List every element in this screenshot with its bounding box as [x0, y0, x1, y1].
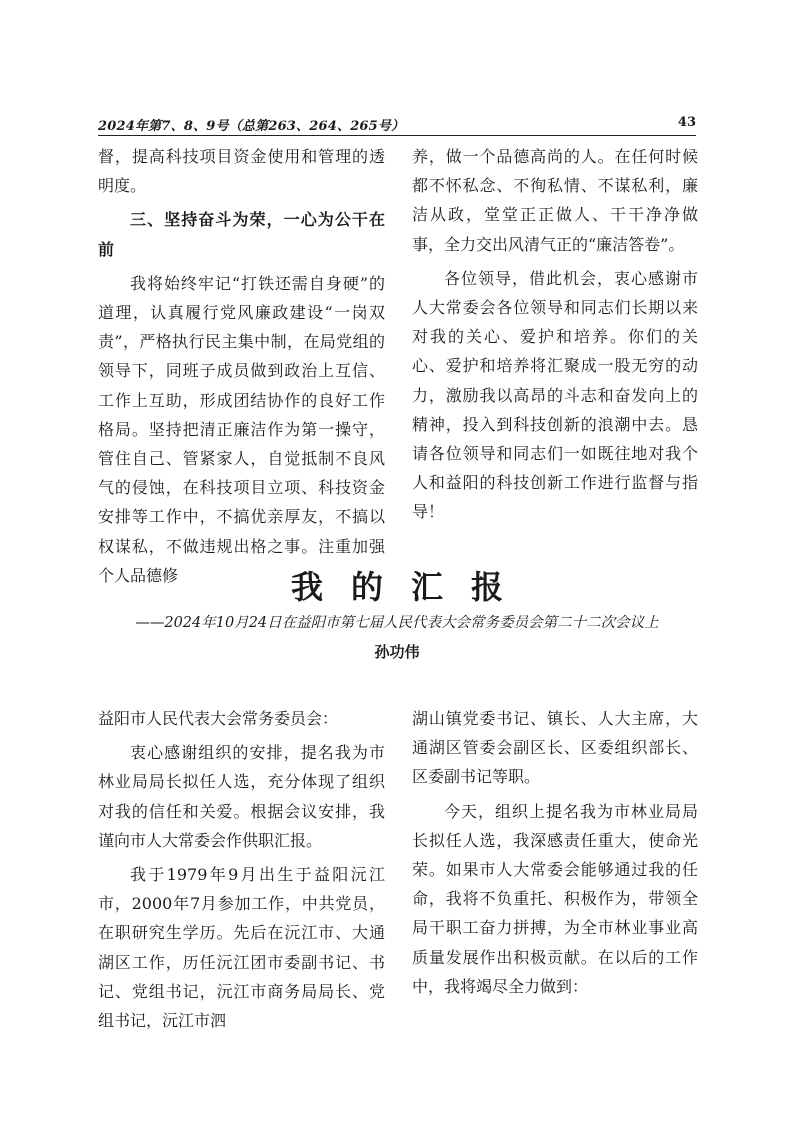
- salutation: 益阳市人民代表大会常务委员会：: [98, 709, 339, 728]
- header-divider: [98, 135, 696, 136]
- page-number: 43: [677, 115, 696, 130]
- body-paragraph: 衷心感谢组织的安排，提名我为市林业局局长拟任人选，充分体现了组织对我的信任和关爱。根据会议安排，我谨向市人大常委会作供职汇报。: [98, 743, 385, 850]
- page-header: [98, 112, 696, 134]
- body-paragraph: 我将始终牢记“打铁还需自身硬”的道理，认真履行党风廉政建设“一岗双责”，严格执行民主集中制，在局党组的领导下，同班子成员做到政治上互信、工作上互助，形成团结协作的良好工作格局。坚持把清正廉洁作为第一操守，管住自己、管紧家人，自觉抵制不良风气的侵蚀，在科技项目立项、科技资金安排等工作中，不搞优亲厚友，不搞以权谋私，不做违规出格之事。注重加强个人品德修: [98, 273, 385, 585]
- body-paragraph: 养，做一个品德高尚的人。在任何时候都不怀私念、不徇私情、不谋私利，廉洁从政，堂堂正正做人、干干净净做事，全力交出风清气正的“廉洁答卷”。: [412, 147, 698, 254]
- previous-article-column-right: [412, 142, 698, 527]
- article-column-right: [412, 704, 698, 1001]
- article-column-left: [98, 704, 385, 1035]
- issue-info: 2024年第7、8、9号（总第263、264、265号）: [98, 119, 405, 134]
- previous-article-column-left: [98, 142, 385, 590]
- article-title: 我的汇报: [290, 568, 531, 606]
- body-paragraph: 今天，组织上提名我为市林业局局长拟任人选，我深感责任重大，使命光荣。如果市人大常委会能够通过我的任命，我将不负重托、积极作为，带领全局干职工奋力拼搏，为全市林业事业高质量发展作出积极贡献。在以后的工作中，我将竭尽全力做到：: [412, 801, 698, 996]
- article-author: 孙功伟: [374, 643, 420, 661]
- section-heading: 三、坚持奋斗为荣，一心为公干在前: [98, 210, 385, 259]
- body-paragraph: 各位领导，借此机会，衷心感谢市人大常委会各位领导和同志们长期以来对我的关心、爱护和培养。你们的关心、爱护和培养将汇聚成一股无穷的动力，激励我以高昂的斗志和奋发向上的精神，投入到科技创新的浪潮中去。恳请各位领导和同志们一如既往地对我个人和益阳的科技创新工作进行监督与指导！: [412, 268, 698, 522]
- article-subtitle: ——2024年10月24日在益阳市第七届人民代表大会常务委员会第二十二次会议上: [135, 615, 659, 631]
- body-paragraph: 湖山镇党委书记、镇长、人大主席，大通湖区管委会副区长、区委组织部长、区委副书记等职。: [412, 709, 698, 787]
- body-paragraph: 我于1979年9月出生于益阳沅江市，2000年7月参加工作，中共党员，在职研究生学历。先后在沅江市、大通湖区工作，历任沅江团市委副书记、书记、党组书记，沅江市商务局局长、党组书记，沅江市泗: [98, 865, 385, 1031]
- continued-line: 督，提高科技项目资金使用和管理的透明度。: [98, 147, 385, 196]
